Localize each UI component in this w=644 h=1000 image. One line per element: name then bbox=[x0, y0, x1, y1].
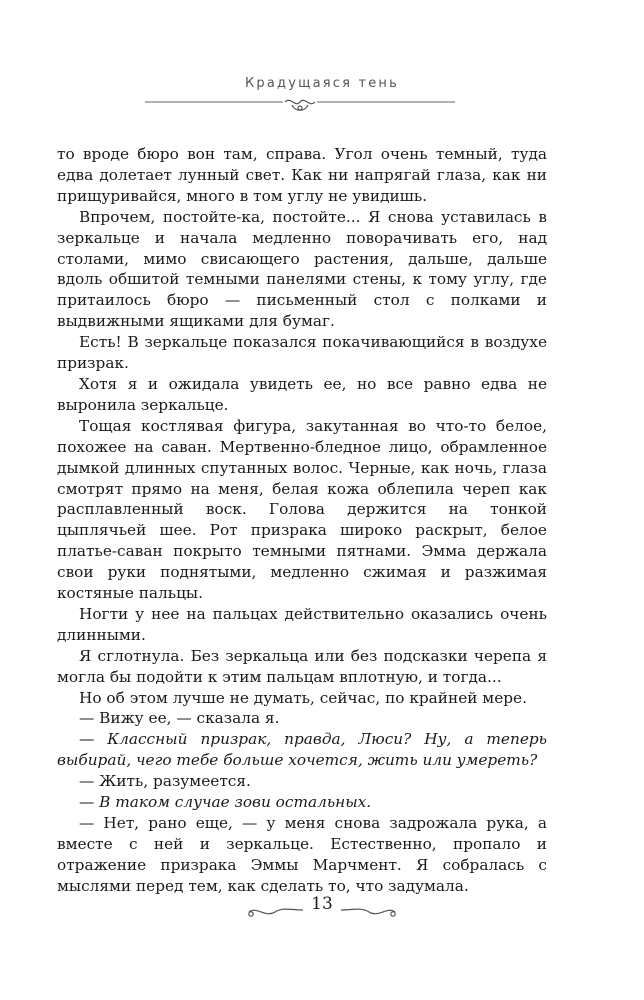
dialogue-line: — Нет, рано еще, — у меня снова задрожала рука, а вместе с ней и зеркальце. Естественно, пропало и отражение призрака Эммы Марчмент. Я собралась с мыслями перед тем, как сделать то, что задумала. bbox=[57, 814, 547, 895]
paragraph: Я сглотнула. Без зеркальца или без подсказки черепа я могла бы подойти к этим пальцам вплотную, и тогда... bbox=[57, 646, 547, 686]
paragraph: Хотя я и ожидала увидеть ее, но все равно едва не выронила зеркальце. bbox=[57, 374, 547, 414]
paragraph: то вроде бюро вон там, справа. Угол очень темный, туда едва долетает лунный свет. Как ни напрягай глаза, как ни прищуривайся, много в том углу не увидишь. bbox=[57, 145, 547, 205]
page-number: 13 bbox=[311, 894, 333, 914]
dialogue-line-italic: — Классный призрак, правда, Люси? Ну, а теперь выбирай, чего тебе больше хочется, жить или умереть? bbox=[57, 730, 547, 770]
running-header bbox=[0, 72, 644, 91]
dialogue-line: — Жить, разумеется. bbox=[79, 772, 251, 791]
header-flourish bbox=[285, 100, 315, 110]
header-ornament bbox=[145, 94, 455, 116]
page-body bbox=[57, 144, 547, 897]
paragraph: Ногти у нее на пальцах действительно оказались очень длинными. bbox=[57, 604, 547, 644]
dialogue-line: — Вижу ее, — сказала я. bbox=[79, 709, 280, 728]
running-title: Крадущаяся тень bbox=[245, 76, 399, 91]
page-footer bbox=[0, 888, 644, 928]
paragraph: Тощая костлявая фигура, закутанная во что-то белое, похожее на саван. Мертвенно-бледное лицо, обрамленное дымкой длинных спутанных волос. Черные, как ночь, глаза смотрят прямо на меня, белая кожа облепила череп как расплавленный воск. Голова держится на тонкой цыплячьей шее. Рот призрака широко раскрыт, белое платье-саван покрыто темными пятнами. Эмма держала свои руки поднятыми, медленно сжимая и разжимая костяные пальцы. bbox=[57, 416, 547, 603]
paragraph: Но об этом лучше не думать, сейчас, по крайней мере. bbox=[79, 688, 527, 707]
dialogue-line-italic: — В таком случае зови остальных. bbox=[79, 793, 372, 812]
paragraph: Впрочем, постойте-ка, постойте... Я снова уставилась в зеркальце и начала медленно поворачивать его, над столами, мимо свисающего растения, дальше, дальше вдоль обшитой темными панелями стены, к тому углу, где притаилось бюро — письменный стол с полками и выдвижными ящиками для бумаг. bbox=[57, 207, 547, 331]
paragraph: Есть! В зеркальце показался покачивающийся в воздухе призрак. bbox=[57, 333, 547, 373]
